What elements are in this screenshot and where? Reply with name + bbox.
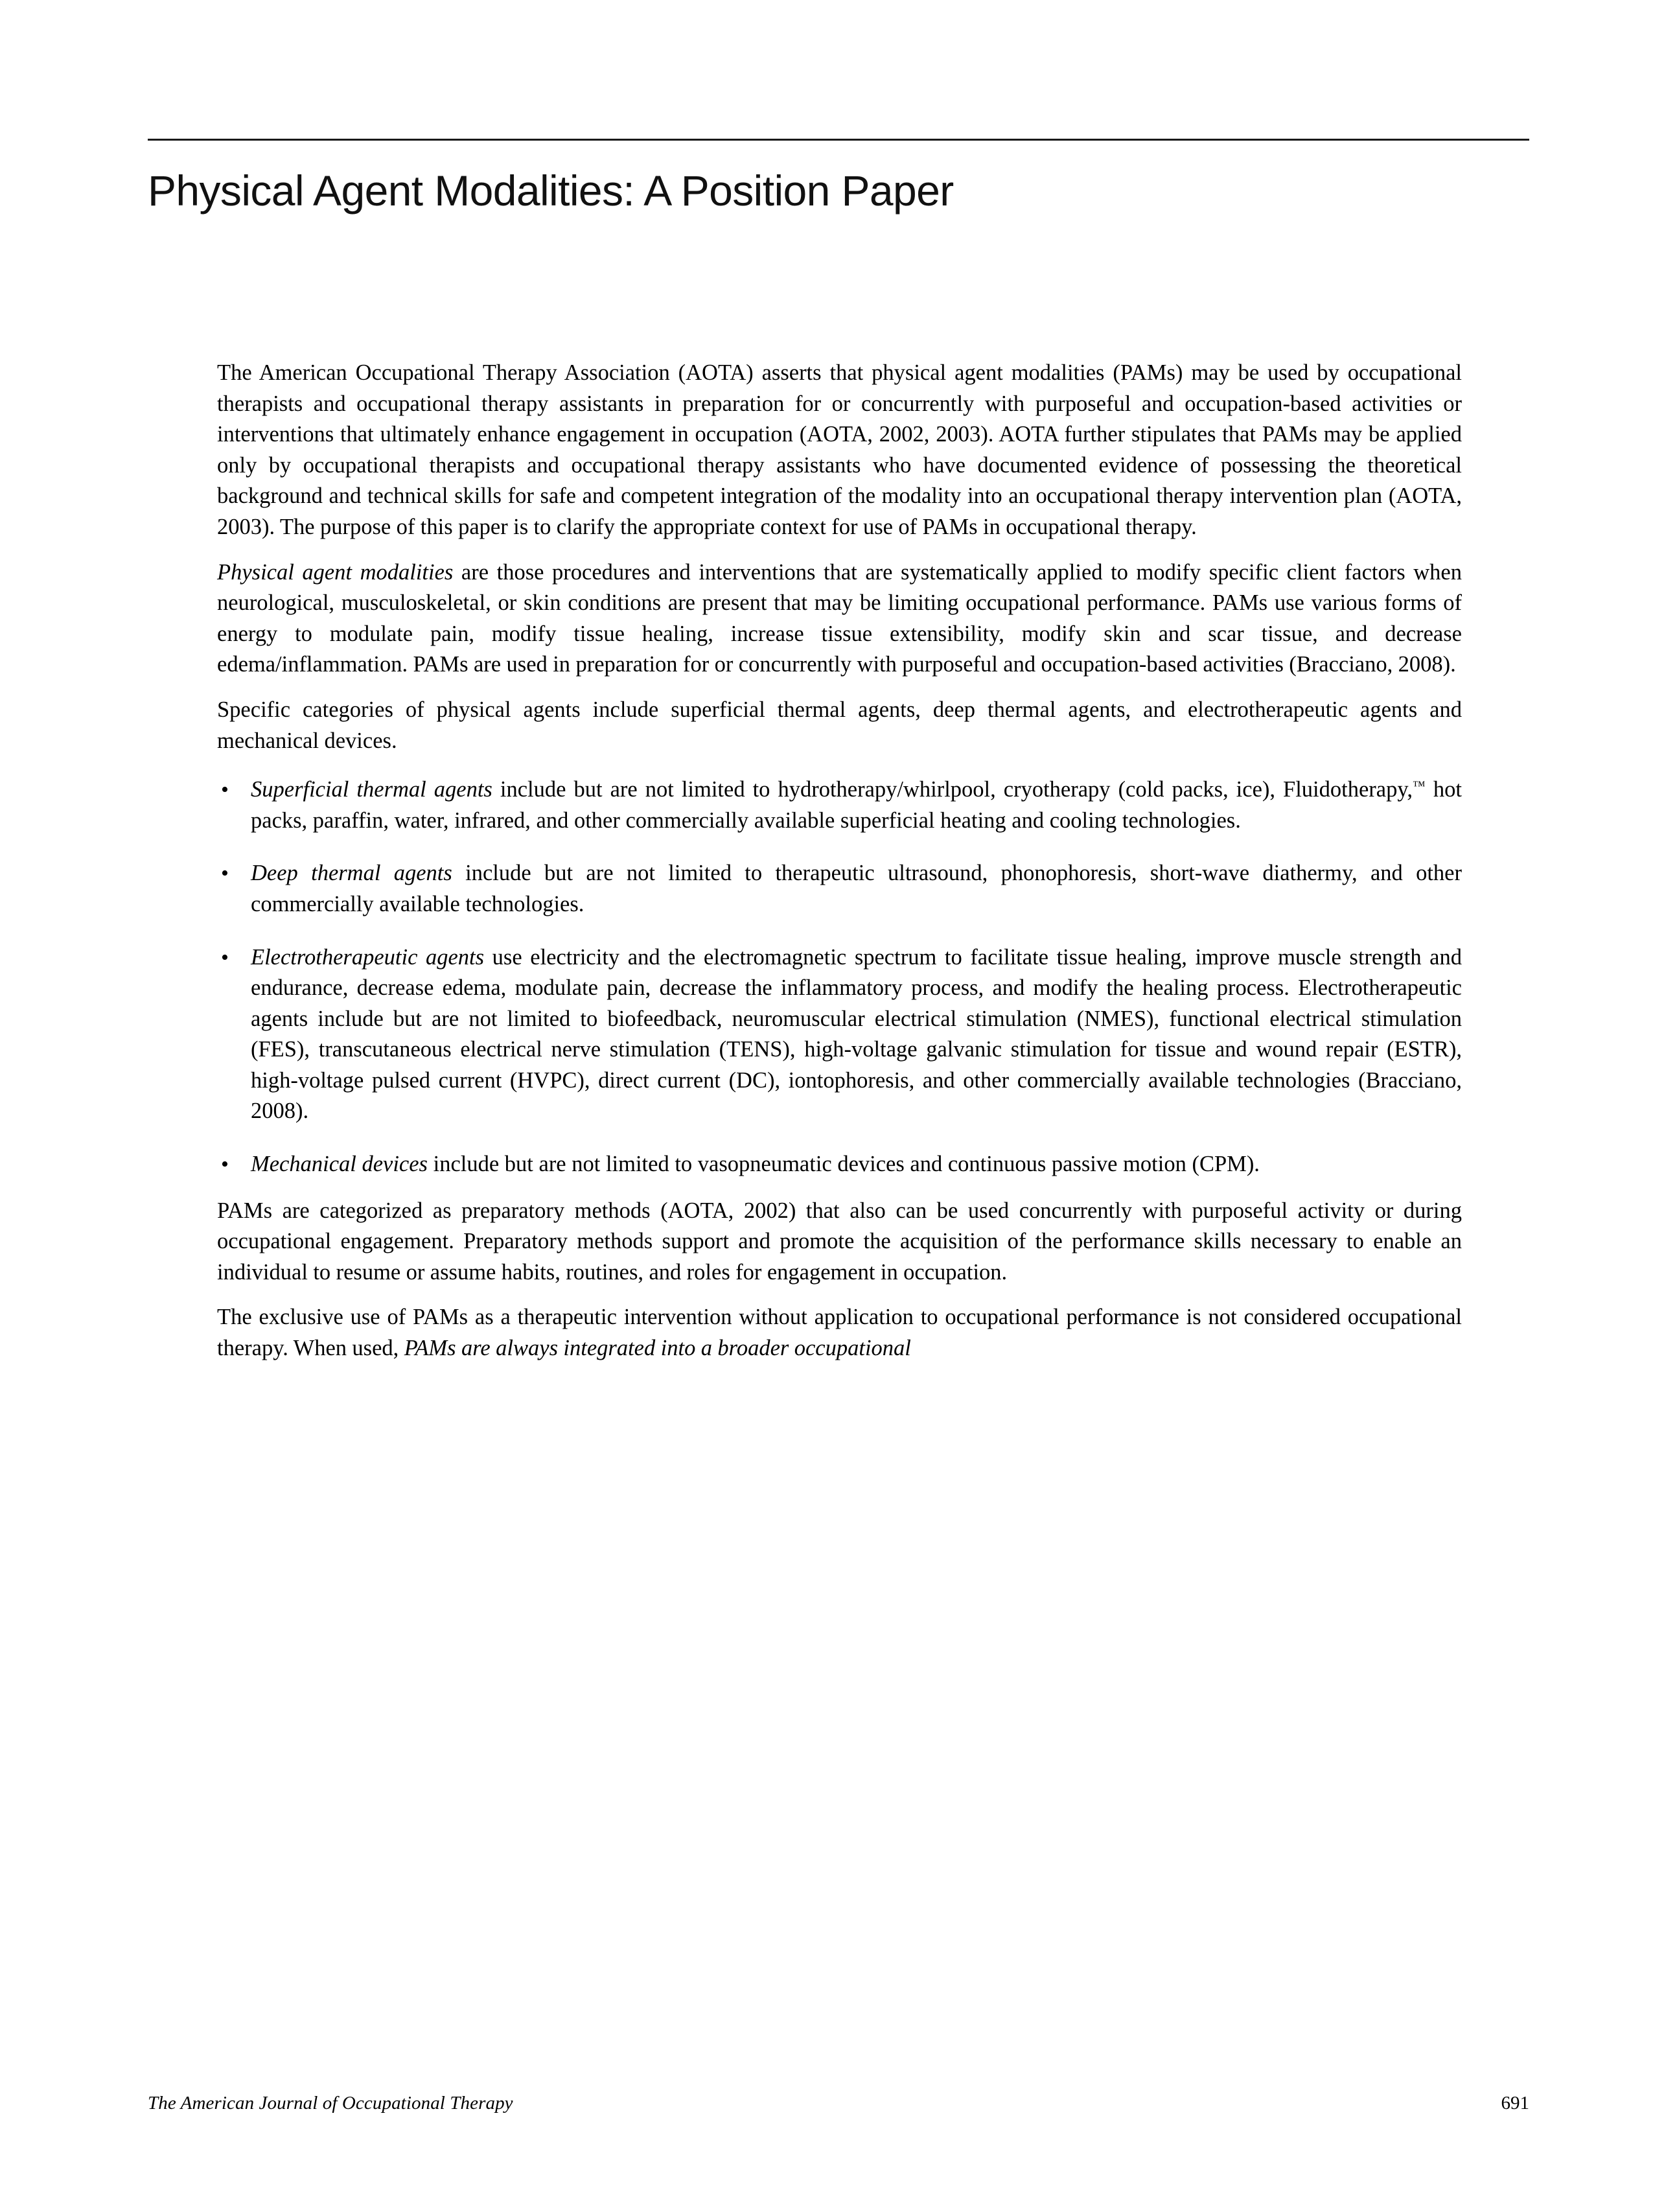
term-electrotherapeutic-agents: Electrotherapeutic agents: [251, 944, 485, 970]
paragraph-definition-rest: are those procedures and interventions that are systematically applied to modify specific client factors when neurological, musculoskeletal, or skin conditions are present that may be limiting occupational performance. PAMs use various forms of energy to modulate pain, modify tissue healing, increase tissue extensibility, modify skin and scar tissue, and decrease edema/inflammation. PAMs are used in preparation for or concurrently with purposeful and occupation-based activities (Bracciano, 2008).: [217, 559, 1462, 677]
page-footer: [148, 2093, 1529, 2114]
bullet-text-part-1: include but are not limited to hydrotherapy/whirlpool, cryotherapy (cold packs, ice), Fluidotherapy,: [492, 777, 1413, 802]
paragraph-preparatory-methods: PAMs are categorized as preparatory methods (AOTA, 2002) that also can be used concurrently with purposeful activity or during occupational engagement. Preparatory methods support and promote the acquisition of the performance skills necessary to enable an individual to resume or assume habits, routines, and roles for engagement in occupation.: [217, 1198, 1462, 1285]
bullet-icon: •: [221, 945, 229, 970]
list-item: [217, 1149, 1462, 1180]
footer-page-number: 691: [1501, 2093, 1529, 2113]
header-rule: [148, 139, 1529, 141]
article-body: [217, 358, 1462, 1364]
paragraph-exclusive-use: [217, 1302, 1462, 1364]
list-item: [217, 858, 1462, 920]
bullet-text: include but are not limited to vasopneumatic devices and continuous passive motion (CPM).: [428, 1152, 1260, 1177]
paragraph-categories: Specific categories of physical agents include superficial thermal agents, deep thermal agents, and electrotherapeutic agents and mechanical devices.: [217, 697, 1462, 753]
footer-journal-name: The American Journal of Occupational Therapy: [148, 2093, 513, 2113]
bullet-icon: •: [221, 1152, 229, 1177]
term-deep-thermal-agents: Deep thermal agents: [251, 861, 452, 886]
title-block: [148, 139, 1529, 214]
page-title: Physical Agent Modalities: A Position Paper: [148, 167, 954, 215]
trademark-icon: ™: [1412, 778, 1426, 793]
bullet-icon: •: [221, 778, 229, 802]
bullet-text: use electricity and the electromagnetic spectrum to facilitate tissue healing, improve muscle strength and endurance, decrease edema, modulate pain, decrease the inflammatory process, and modify the healing process. Electrotherapeutic agents include but are not limited to biofeedback, neuromuscular electrical stimulation (NMES), functional electrical stimulation (FES), transcutaneous electrical nerve stimulation (TENS), high-voltage galvanic stimulation for tissue and wound repair (ESTR), high-voltage pulsed current (HVPC), direct current (DC), iontophoresis, and other commercially available technologies (Bracciano, 2008).: [251, 944, 1462, 1124]
bullet-text: include but are not limited to therapeutic ultrasound, phonophoresis, short-wave diathermy, and other commercially available technologies.: [251, 861, 1462, 916]
list-item: [217, 774, 1462, 836]
term-physical-agent-modalities: Physical agent modalities: [217, 559, 454, 585]
bullet-text-part-2: hot packs, paraffin, water, infrared, and other commercially available superficial heating and cooling technologies.: [251, 777, 1463, 833]
term-mechanical-devices: Mechanical devices: [251, 1152, 428, 1177]
bullet-icon: •: [221, 861, 229, 886]
term-superficial-thermal-agents: Superficial thermal agents: [251, 777, 492, 802]
agent-categories-list: [217, 774, 1462, 1180]
paragraph-exclusive-use-start: The exclusive use of PAMs as a therapeutic intervention without application to occupational performance is not considered occupational therapy. When used,: [217, 1305, 1462, 1361]
paragraph-intro: The American Occupational Therapy Association (AOTA) asserts that physical agent modalities (PAMs) may be used by occupational therapists and occupational therapy assistants in preparation for or concurrently with purposeful and occupation-based activities or interventions that ultimately enhance engagement in occupation (AOTA, 2002, 2003). AOTA further stipulates that PAMs may be applied only by occupational therapists and occupational therapy assistants who have documented evidence of possessing the theoretical background and technical skills for safe and competent integration of the modality into an occupational therapy intervention plan (AOTA, 2003). The purpose of this paper is to clarify the appropriate context for use of PAMs in occupational therapy.: [217, 360, 1462, 539]
paragraph-definition: [217, 557, 1462, 681]
list-item: [217, 942, 1462, 1128]
paragraph-exclusive-use-italic-tail: PAMs are always integrated into a broader occupational: [404, 1336, 911, 1361]
